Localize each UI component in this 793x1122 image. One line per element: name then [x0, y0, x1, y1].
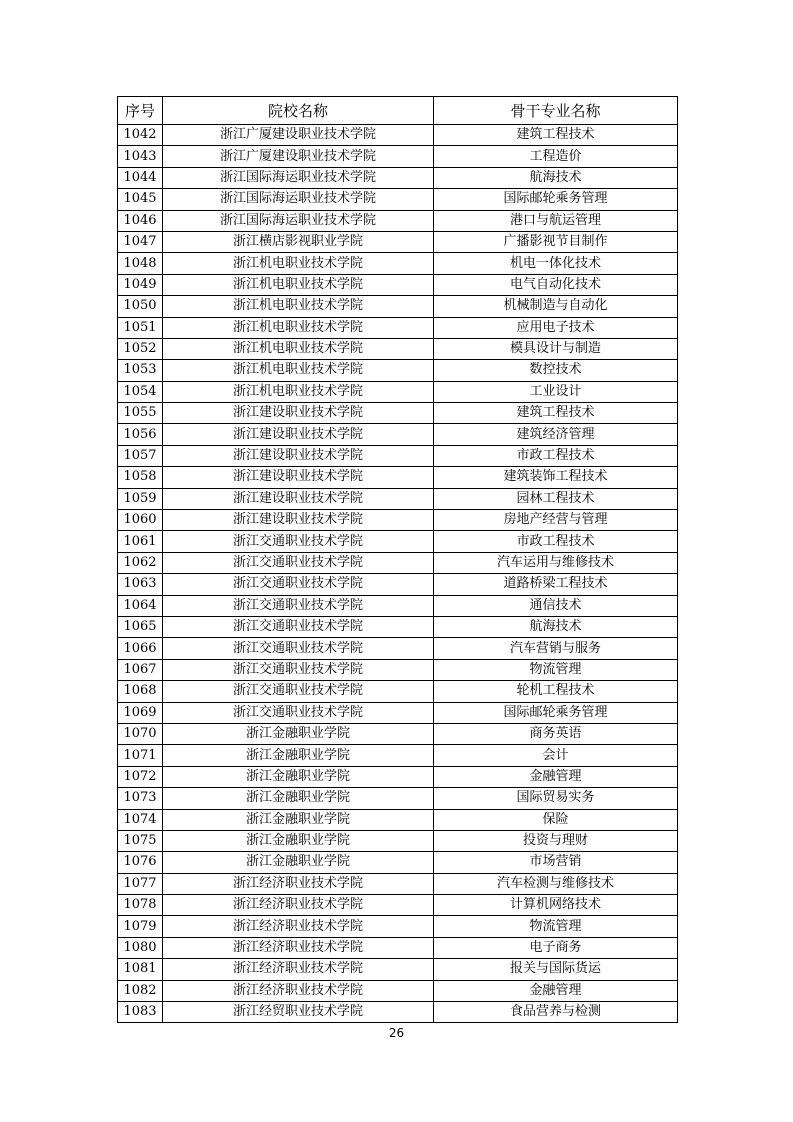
cell-serial-number: 1043 — [118, 146, 163, 167]
table-row — [118, 424, 678, 445]
cell-serial-number: 1070 — [118, 723, 163, 744]
cell-major-name: 机械制造与自动化 — [434, 296, 678, 317]
cell-school-name: 浙江交通职业技术学院 — [163, 681, 434, 702]
majors-table — [117, 96, 678, 1023]
table-row — [118, 980, 678, 1001]
cell-serial-number: 1076 — [118, 852, 163, 873]
cell-serial-number: 1050 — [118, 296, 163, 317]
cell-major-name: 轮机工程技术 — [434, 681, 678, 702]
cell-major-name: 电气自动化技术 — [434, 274, 678, 295]
page-number: 26 — [388, 1026, 405, 1040]
cell-school-name: 浙江建设职业技术学院 — [163, 488, 434, 509]
cell-major-name: 通信技术 — [434, 595, 678, 616]
table-row — [118, 296, 678, 317]
cell-school-name: 浙江建设职业技术学院 — [163, 403, 434, 424]
cell-school-name: 浙江金融职业学院 — [163, 788, 434, 809]
cell-serial-number: 1051 — [118, 317, 163, 338]
cell-school-name: 浙江建设职业技术学院 — [163, 445, 434, 466]
cell-school-name: 浙江经济职业技术学院 — [163, 873, 434, 894]
cell-school-name: 浙江经济职业技术学院 — [163, 937, 434, 958]
cell-serial-number: 1064 — [118, 595, 163, 616]
cell-major-name: 会计 — [434, 745, 678, 766]
cell-major-name: 物流管理 — [434, 916, 678, 937]
cell-school-name: 浙江金融职业学院 — [163, 766, 434, 787]
cell-major-name: 汽车运用与维修技术 — [434, 552, 678, 573]
table-row — [118, 467, 678, 488]
table-row — [118, 574, 678, 595]
table-row — [118, 788, 678, 809]
cell-school-name: 浙江建设职业技术学院 — [163, 467, 434, 488]
table-row — [118, 552, 678, 573]
cell-serial-number: 1052 — [118, 338, 163, 359]
table-row — [118, 959, 678, 980]
table-row — [118, 338, 678, 359]
cell-serial-number: 1048 — [118, 253, 163, 274]
cell-school-name: 浙江广厦建设职业技术学院 — [163, 125, 434, 146]
cell-school-name: 浙江国际海运职业技术学院 — [163, 189, 434, 210]
cell-major-name: 金融管理 — [434, 766, 678, 787]
cell-serial-number: 1074 — [118, 809, 163, 830]
table-row — [118, 745, 678, 766]
cell-serial-number: 1060 — [118, 510, 163, 531]
table-row — [118, 766, 678, 787]
cell-major-name: 园林工程技术 — [434, 488, 678, 509]
cell-serial-number: 1083 — [118, 1002, 163, 1023]
cell-major-name: 保险 — [434, 809, 678, 830]
table-row — [118, 403, 678, 424]
cell-major-name: 物流管理 — [434, 659, 678, 680]
table-row — [118, 231, 678, 252]
cell-major-name: 市政工程技术 — [434, 531, 678, 552]
cell-serial-number: 1078 — [118, 895, 163, 916]
cell-major-name: 应用电子技术 — [434, 317, 678, 338]
cell-school-name: 浙江机电职业技术学院 — [163, 317, 434, 338]
header-serial-number: 序号 — [118, 97, 163, 125]
cell-school-name: 浙江国际海运职业技术学院 — [163, 167, 434, 188]
cell-school-name: 浙江机电职业技术学院 — [163, 253, 434, 274]
cell-serial-number: 1046 — [118, 210, 163, 231]
table-row — [118, 125, 678, 146]
table-row — [118, 488, 678, 509]
cell-serial-number: 1056 — [118, 424, 163, 445]
cell-serial-number: 1082 — [118, 980, 163, 1001]
cell-serial-number: 1072 — [118, 766, 163, 787]
table-row — [118, 210, 678, 231]
cell-major-name: 电子商务 — [434, 937, 678, 958]
cell-serial-number: 1067 — [118, 659, 163, 680]
table-row — [118, 274, 678, 295]
table-row — [118, 852, 678, 873]
cell-serial-number: 1042 — [118, 125, 163, 146]
table-row — [118, 531, 678, 552]
cell-major-name: 汽车检测与维修技术 — [434, 873, 678, 894]
table-row — [118, 167, 678, 188]
table-body — [118, 125, 678, 1023]
cell-serial-number: 1077 — [118, 873, 163, 894]
table-row — [118, 510, 678, 531]
cell-school-name: 浙江交通职业技术学院 — [163, 531, 434, 552]
cell-school-name: 浙江交通职业技术学院 — [163, 595, 434, 616]
cell-serial-number: 1066 — [118, 638, 163, 659]
cell-major-name: 工业设计 — [434, 381, 678, 402]
cell-serial-number: 1058 — [118, 467, 163, 488]
table-row — [118, 1002, 678, 1023]
table-row — [118, 916, 678, 937]
cell-major-name: 食品营养与检测 — [434, 1002, 678, 1023]
cell-school-name: 浙江交通职业技术学院 — [163, 552, 434, 573]
cell-school-name: 浙江经贸职业技术学院 — [163, 1002, 434, 1023]
cell-school-name: 浙江交通职业技术学院 — [163, 638, 434, 659]
cell-school-name: 浙江经济职业技术学院 — [163, 959, 434, 980]
table-row — [118, 659, 678, 680]
cell-serial-number: 1045 — [118, 189, 163, 210]
cell-school-name: 浙江建设职业技术学院 — [163, 424, 434, 445]
cell-school-name: 浙江金融职业学院 — [163, 723, 434, 744]
cell-major-name: 航海技术 — [434, 616, 678, 637]
table-row — [118, 360, 678, 381]
cell-major-name: 建筑装饰工程技术 — [434, 467, 678, 488]
table-row — [118, 702, 678, 723]
cell-major-name: 机电一体化技术 — [434, 253, 678, 274]
cell-major-name: 计算机网络技术 — [434, 895, 678, 916]
cell-serial-number: 1071 — [118, 745, 163, 766]
cell-serial-number: 1055 — [118, 403, 163, 424]
cell-major-name: 建筑经济管理 — [434, 424, 678, 445]
table-row — [118, 681, 678, 702]
cell-school-name: 浙江建设职业技术学院 — [163, 510, 434, 531]
header-school-name: 院校名称 — [163, 97, 434, 125]
table-row — [118, 317, 678, 338]
cell-serial-number: 1063 — [118, 574, 163, 595]
cell-major-name: 建筑工程技术 — [434, 125, 678, 146]
table-header-row — [118, 97, 678, 125]
cell-major-name: 数控技术 — [434, 360, 678, 381]
cell-serial-number: 1047 — [118, 231, 163, 252]
table-row — [118, 616, 678, 637]
cell-major-name: 国际贸易实务 — [434, 788, 678, 809]
table-row — [118, 723, 678, 744]
table-row — [118, 595, 678, 616]
table-row — [118, 638, 678, 659]
cell-school-name: 浙江金融职业学院 — [163, 745, 434, 766]
table-row — [118, 445, 678, 466]
cell-major-name: 道路桥梁工程技术 — [434, 574, 678, 595]
cell-school-name: 浙江经济职业技术学院 — [163, 980, 434, 1001]
cell-school-name: 浙江机电职业技术学院 — [163, 360, 434, 381]
cell-school-name: 浙江经济职业技术学院 — [163, 916, 434, 937]
cell-major-name: 市场营销 — [434, 852, 678, 873]
cell-major-name: 模具设计与制造 — [434, 338, 678, 359]
cell-major-name: 报关与国际货运 — [434, 959, 678, 980]
cell-serial-number: 1079 — [118, 916, 163, 937]
cell-serial-number: 1062 — [118, 552, 163, 573]
cell-major-name: 投资与理财 — [434, 830, 678, 851]
cell-major-name: 国际邮轮乘务管理 — [434, 189, 678, 210]
cell-school-name: 浙江交通职业技术学院 — [163, 616, 434, 637]
table-row — [118, 873, 678, 894]
cell-school-name: 浙江横店影视职业学院 — [163, 231, 434, 252]
table-row — [118, 253, 678, 274]
cell-serial-number: 1068 — [118, 681, 163, 702]
cell-major-name: 商务英语 — [434, 723, 678, 744]
cell-serial-number: 1080 — [118, 937, 163, 958]
cell-serial-number: 1061 — [118, 531, 163, 552]
cell-serial-number: 1057 — [118, 445, 163, 466]
cell-serial-number: 1049 — [118, 274, 163, 295]
cell-school-name: 浙江机电职业技术学院 — [163, 338, 434, 359]
cell-school-name: 浙江广厦建设职业技术学院 — [163, 146, 434, 167]
cell-serial-number: 1069 — [118, 702, 163, 723]
cell-serial-number: 1059 — [118, 488, 163, 509]
cell-serial-number: 1065 — [118, 616, 163, 637]
cell-serial-number: 1054 — [118, 381, 163, 402]
cell-school-name: 浙江机电职业技术学院 — [163, 381, 434, 402]
table-row — [118, 809, 678, 830]
cell-major-name: 广播影视节目制作 — [434, 231, 678, 252]
document-table-container — [117, 96, 677, 1023]
table-row — [118, 381, 678, 402]
table-row — [118, 937, 678, 958]
cell-major-name: 工程造价 — [434, 146, 678, 167]
cell-serial-number: 1073 — [118, 788, 163, 809]
header-major-name: 骨干专业名称 — [434, 97, 678, 125]
cell-major-name: 汽车营销与服务 — [434, 638, 678, 659]
cell-school-name: 浙江国际海运职业技术学院 — [163, 210, 434, 231]
cell-major-name: 金融管理 — [434, 980, 678, 1001]
table-row — [118, 189, 678, 210]
cell-major-name: 建筑工程技术 — [434, 403, 678, 424]
cell-major-name: 市政工程技术 — [434, 445, 678, 466]
cell-school-name: 浙江交通职业技术学院 — [163, 702, 434, 723]
cell-major-name: 航海技术 — [434, 167, 678, 188]
table-row — [118, 830, 678, 851]
cell-serial-number: 1081 — [118, 959, 163, 980]
cell-school-name: 浙江交通职业技术学院 — [163, 659, 434, 680]
cell-school-name: 浙江金融职业学院 — [163, 830, 434, 851]
cell-serial-number: 1044 — [118, 167, 163, 188]
cell-major-name: 房地产经营与管理 — [434, 510, 678, 531]
cell-school-name: 浙江交通职业技术学院 — [163, 574, 434, 595]
cell-school-name: 浙江经济职业技术学院 — [163, 895, 434, 916]
cell-school-name: 浙江金融职业学院 — [163, 852, 434, 873]
cell-major-name: 国际邮轮乘务管理 — [434, 702, 678, 723]
cell-school-name: 浙江金融职业学院 — [163, 809, 434, 830]
table-row — [118, 146, 678, 167]
table-row — [118, 895, 678, 916]
cell-serial-number: 1053 — [118, 360, 163, 381]
cell-school-name: 浙江机电职业技术学院 — [163, 274, 434, 295]
cell-major-name: 港口与航运管理 — [434, 210, 678, 231]
cell-school-name: 浙江机电职业技术学院 — [163, 296, 434, 317]
cell-serial-number: 1075 — [118, 830, 163, 851]
